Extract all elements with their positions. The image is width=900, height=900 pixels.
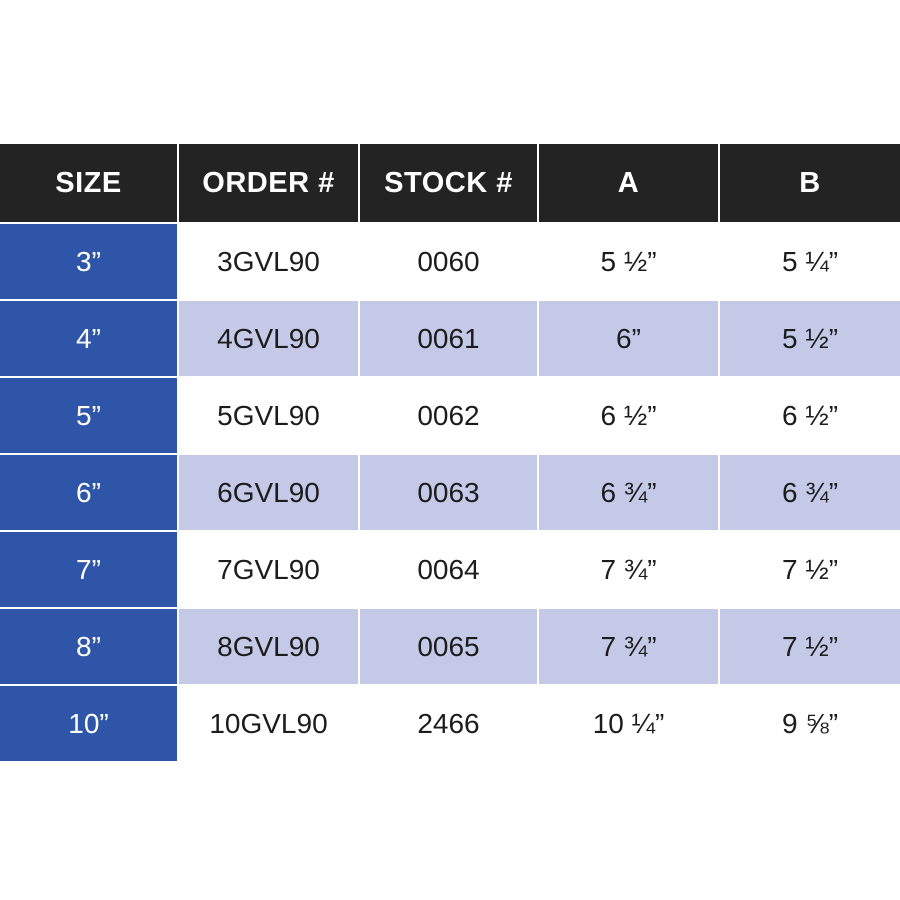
cell-size: 10”: [0, 685, 178, 761]
cell-size: 4”: [0, 300, 178, 377]
cell-stock: 0061: [359, 300, 538, 377]
cell-size: 6”: [0, 454, 178, 531]
cell-a: 7 ¾”: [538, 531, 719, 608]
cell-a: 7 ¾”: [538, 608, 719, 685]
cell-order: 5GVL90: [178, 377, 359, 454]
cell-b: 7 ½”: [719, 608, 900, 685]
cell-b: 6 ½”: [719, 377, 900, 454]
table-row: [0, 377, 900, 454]
table-body: [0, 223, 900, 761]
column-header-stock: STOCK #: [359, 143, 538, 223]
table-row: [0, 300, 900, 377]
cell-order: 10GVL90: [178, 685, 359, 761]
cell-stock: 0063: [359, 454, 538, 531]
cell-b: 5 ½”: [719, 300, 900, 377]
spec-table-container: [0, 142, 900, 761]
table-row: [0, 685, 900, 761]
cell-b: 6 ¾”: [719, 454, 900, 531]
cell-stock: 0062: [359, 377, 538, 454]
table-row: [0, 531, 900, 608]
cell-a: 6”: [538, 300, 719, 377]
specification-table: [0, 142, 900, 761]
column-header-size: SIZE: [0, 143, 178, 223]
cell-size: 7”: [0, 531, 178, 608]
cell-order: 8GVL90: [178, 608, 359, 685]
cell-order: 4GVL90: [178, 300, 359, 377]
cell-stock: 0065: [359, 608, 538, 685]
table-row: [0, 454, 900, 531]
table-header: [0, 143, 900, 223]
column-header-order: ORDER #: [178, 143, 359, 223]
cell-b: 7 ½”: [719, 531, 900, 608]
cell-stock: 0064: [359, 531, 538, 608]
cell-size: 8”: [0, 608, 178, 685]
column-header-a: A: [538, 143, 719, 223]
cell-size: 3”: [0, 223, 178, 300]
cell-a: 6 ¾”: [538, 454, 719, 531]
cell-order: 3GVL90: [178, 223, 359, 300]
cell-b: 9 ⅝”: [719, 685, 900, 761]
column-header-b: B: [719, 143, 900, 223]
cell-size: 5”: [0, 377, 178, 454]
cell-order: 6GVL90: [178, 454, 359, 531]
cell-a: 6 ½”: [538, 377, 719, 454]
table-header-row: [0, 143, 900, 223]
cell-stock: 2466: [359, 685, 538, 761]
table-row: [0, 223, 900, 300]
cell-a: 5 ½”: [538, 223, 719, 300]
table-row: [0, 608, 900, 685]
cell-b: 5 ¼”: [719, 223, 900, 300]
cell-stock: 0060: [359, 223, 538, 300]
cell-order: 7GVL90: [178, 531, 359, 608]
cell-a: 10 ¼”: [538, 685, 719, 761]
